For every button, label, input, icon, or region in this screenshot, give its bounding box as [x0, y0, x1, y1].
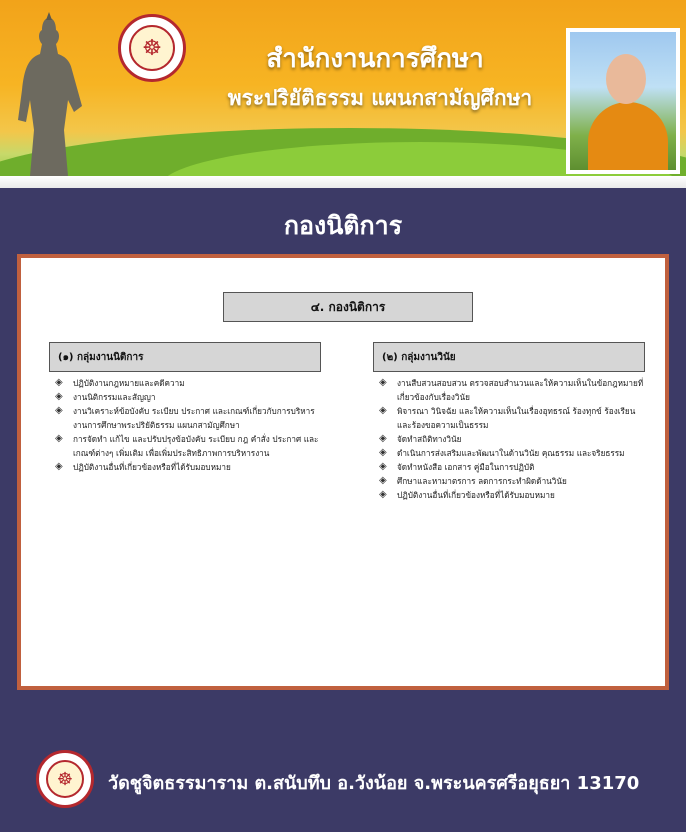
list-item: ◈ ปฏิบัติงานกฎหมายและคดีความ	[55, 377, 185, 388]
diamond-bullet-icon: ◈	[379, 447, 387, 458]
group-box-discipline: (๒) กลุ่มงานวินัย	[373, 342, 645, 372]
list-item: ◈ ดำเนินการส่งเสริมและพัฒนาในด้านวินัย คุณธรรม และจริยธรรม	[379, 447, 625, 458]
header-title-line1: สำนักงานการศึกษา	[266, 44, 484, 74]
diamond-bullet-icon: ◈	[55, 433, 63, 444]
diamond-bullet-icon: ◈	[55, 461, 63, 472]
portrait-robe	[588, 102, 668, 170]
banner-bottom-strip	[0, 176, 686, 188]
dharma-wheel-icon: ☸	[46, 760, 84, 798]
list-item: ◈ งานสืบสวนสอบสวน ตรวจสอบสำนวนและให้ความเห็นในข้อกฎหมายที่เกี่ยวข้องกับเรื่องวินัย	[379, 377, 644, 402]
org-chart-card	[17, 254, 669, 690]
list-item: ◈ จัดทำหนังสือ เอกสาร คู่มือในการปฏิบัติ	[379, 461, 535, 472]
header-banner	[0, 0, 686, 188]
list-item: ◈ ปฏิบัติงานอื่นที่เกี่ยวข้องหรือที่ได้รับมอบหมาย	[55, 461, 231, 472]
diamond-bullet-icon: ◈	[379, 433, 387, 444]
list-item: ◈ งานนิติกรรมและสัญญา	[55, 391, 156, 402]
list-item: ◈ พิจารณา วินิจฉัย และให้ความเห็นในเรื่องอุทธรณ์ ร้องทุกข์ ร้องเรียนและร้องขอความเป็นธรรม	[379, 405, 636, 430]
page-title: กองนิติการ	[283, 211, 403, 240]
list-item: ◈ ศึกษาและหามาตรการ ลดการกระทำผิดด้านวินัย	[379, 475, 567, 486]
discipline-duties-list	[379, 376, 647, 502]
list-item: ◈ การจัดทำ แก้ไข และปรับปรุงข้อบังคับ ระเบียบ กฎ คำสั่ง ประกาศ และเกณฑ์ต่างๆ เพิ่มเติม เพื่อเพิ่มประสิทธิภาพการบริหารงาน	[55, 433, 319, 458]
diamond-bullet-icon: ◈	[379, 461, 387, 472]
group-box-legal: (๑) กลุ่มงานนิติการ	[49, 342, 321, 372]
portrait-face	[606, 54, 646, 104]
diamond-bullet-icon: ◈	[55, 377, 63, 388]
legal-duties-list	[55, 376, 327, 474]
diamond-bullet-icon: ◈	[379, 377, 387, 388]
dharma-wheel-icon: ☸	[129, 25, 175, 71]
list-item: ◈ ปฏิบัติงานอื่นที่เกี่ยวข้องหรือที่ได้รับมอบหมาย	[379, 489, 555, 500]
list-item: ◈ จัดทำสถิติทางวินัย	[379, 433, 462, 444]
header-title-line2: พระปริยัติธรรม แผนกสามัญศึกษา	[227, 86, 533, 110]
division-title-box: ๔. กองนิติการ	[223, 292, 473, 322]
office-seal-logo	[118, 14, 186, 82]
diamond-bullet-icon: ◈	[55, 405, 63, 416]
diamond-bullet-icon: ◈	[379, 405, 387, 416]
footer-seal-logo	[36, 750, 94, 808]
diamond-bullet-icon: ◈	[55, 391, 63, 402]
monk-portrait-image	[566, 28, 680, 174]
portrait-photo	[570, 32, 676, 170]
buddha-statue-image	[4, 10, 94, 176]
footer-address: วัดชูจิตธรรมาราม ต.สนับทึบ อ.วังน้อย จ.พระนครศรีอยุธยา 13170	[108, 773, 640, 794]
list-item: ◈ งานวิเคราะห์ข้อบังคับ ระเบียบ ประกาศ และเกณฑ์เกี่ยวกับการบริหารงานการศึกษาพระปริยัติธรรม แผนกสามัญศึกษา	[55, 405, 315, 430]
diamond-bullet-icon: ◈	[379, 475, 387, 486]
diamond-bullet-icon: ◈	[379, 489, 387, 500]
